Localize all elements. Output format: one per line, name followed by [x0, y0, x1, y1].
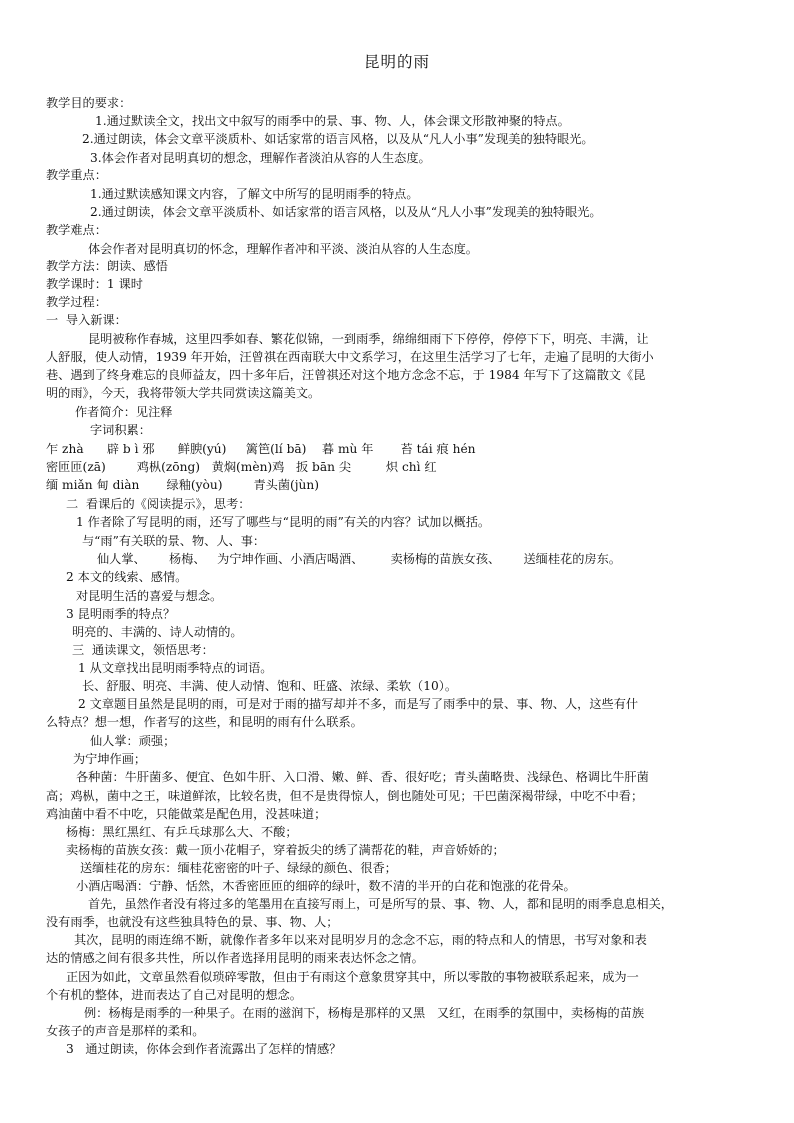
text-line: 体会作者对昆明真切的怀念，理解作者冲和平淡、淡泊从容的人生态度。	[88, 242, 478, 256]
text-line: 2.通过朗读，体会文章平淡质朴、如话家常的语言风格，以及从“凡人小事”发现美的独特眼光。	[82, 132, 594, 146]
text-line: 对昆明生活的喜爱与想念。	[76, 589, 223, 603]
text-line: 仙人掌、 杨梅、 为宁坤作画、小酒店喝酒、 卖杨梅的苗族女孩、 送缅桂花的房东。	[97, 552, 621, 566]
text-line: 长、舒服、明亮、丰满、使人动情、饱和、旺盛、浓绿、柔软（10）。	[82, 679, 458, 693]
text-line: 2 本文的线索、感情。	[66, 570, 188, 584]
text-line: 个有机的整体，进而表达了自己对昆明的想念。	[46, 988, 302, 1002]
text-line: 教学过程：	[46, 295, 107, 309]
text-line: 教学重点：	[46, 168, 107, 182]
text-line: 1.通过默读感知课文内容，了解文中所写的昆明雨季的特点。	[90, 187, 419, 201]
text-line: 么特点？想一想，作者写的这些，和昆明的雨有什么联系。	[46, 715, 363, 729]
text-line: 明的雨》，今天，我将带领大学共同赏读这篇美文。	[46, 386, 321, 400]
text-line: 卖杨梅的苗族女孩：戴一顶小花帽子，穿着扳尖的绣了满帮花的鞋，声音娇娇的；	[66, 843, 505, 857]
text-line: 各种菌：牛肝菌多、便宜、色如牛肝、入口滑、嫩、鲜、香、很好吃；青头菌略贵、浅绿色、格调比牛肝菌	[76, 770, 649, 784]
text-line: 教学课时：1 课时	[46, 277, 143, 291]
text-line: 密匝匝(zā) 鸡枞(zōng) 黄焖(mèn)鸡 扳 bān 尖 炽 chì 红	[46, 460, 437, 474]
text-line: 3 昆明雨季的特点？	[66, 607, 176, 621]
text-line: 1 作者除了写昆明的雨，还写了哪些与“昆明的雨”有关的内容？试加以概括。	[76, 515, 491, 529]
text-line: 1.通过默读全文，找出文中叙写的雨季中的景、事、物、人，体会课文形散神聚的特点。	[95, 114, 570, 128]
text-line: 为宁坤作画；	[73, 752, 147, 766]
text-line: 2 文章题目虽然是昆明的雨，可是对于雨的描写却并不多，而是写了雨季中的景、事、物、人，这些有什	[78, 697, 639, 711]
text-line: 达的情感之间有很多共性，所以作者选择用昆明的雨来表达怀念之情。	[46, 951, 424, 965]
text-line: 教学难点：	[46, 223, 107, 237]
text-line: 仙人掌：顽强；	[90, 734, 176, 748]
text-line: 一 导入新课：	[46, 313, 127, 327]
text-line: 教学目的要求：	[46, 96, 132, 110]
text-line: 乍 zhà 辟 b ì 邪 鲜腴(yú) 篱笆(lí bā) 暮 mù 年 苔 tái 痕 hén	[46, 442, 476, 456]
text-line: 与“雨”有关联的景、物、人、事：	[82, 534, 266, 548]
text-line: 女孩子的声音是那样的柔和。	[46, 1024, 205, 1038]
text-line: 巷、遇到了终身难忘的良师益友，四十多年后，汪曾祺还对这个地方念念不忘，于 1984 年写下了这篇散文《昆	[46, 368, 646, 382]
text-line: 2.通过朗读，体会文章平淡质朴、如话家常的语言风格，以及从“凡人小事”发现美的独特眼光。	[90, 205, 602, 219]
page-title: 昆明的雨	[363, 53, 430, 71]
text-line: 送缅桂花的房东：缅桂花密密的叶子、绿绿的颜色、很香；	[80, 861, 397, 875]
text-line: 人舒服，使人动情，1939 年开始，汪曾祺在西南联大中文系学习，在这里生活学习了七年，走遍了昆明的大街小	[46, 350, 654, 364]
text-line: 没有雨季，也就没有这些独具特色的景、事、物、人；	[46, 915, 339, 929]
text-line: 例：杨梅是雨季的一种果子。在雨的滋润下，杨梅是那样的又黑 又红，在雨季的氛围中，卖杨梅的苗族	[84, 1006, 645, 1020]
text-line: 教学方法：朗读、感悟	[46, 259, 168, 273]
text-line: 正因为如此，文章虽然看似琐碎零散，但由于有雨这个意象贯穿其中，所以零散的事物被联系起来，成为一	[66, 970, 639, 984]
text-line: 三 通读课文，领悟思考：	[72, 643, 214, 657]
text-line: 其次，昆明的雨连绵不断，就像作者多年以来对昆明岁月的念念不忘，雨的特点和人的情思，书写对象和表	[74, 933, 647, 947]
text-line: 小酒店喝酒：宁静、恬然，木香密匝匝的细碎的绿叶，数不清的半开的白花和饱涨的花骨朵。	[76, 879, 576, 893]
text-line: 3 通过朗读，你体会到作者流露出了怎样的情感？	[66, 1042, 342, 1056]
text-line: 杨梅：黑红黑红、有乒乓球那么大、不酸；	[66, 825, 298, 839]
text-line: 首先，虽然作者没有将过多的笔墨用在直接写雨上，可是所写的景、事、物、人，都和昆明的雨季息息相关，	[88, 897, 673, 911]
text-line: 作者简介：见注释	[75, 405, 173, 419]
text-line: 二 看课后的《阅读提示》，思考：	[66, 497, 251, 511]
text-line: 昆明被称作春城，这里四季如春、繁花似锦，一到雨季，绵绵细雨下下停停，停停下下，明亮、丰满，让	[88, 332, 649, 346]
text-line: 明亮的、丰满的、诗人动情的。	[72, 625, 243, 639]
text-line: 3.体会作者对昆明真切的想念，理解作者淡泊从容的人生态度。	[90, 151, 431, 165]
text-line: 字词积累：	[90, 423, 151, 437]
text-line: 鸡油菌中看不中吃，只能做菜是配色用，没甚味道；	[46, 807, 327, 821]
text-line: 高；鸡枞，菌中之王，味道鲜浓，比较名贵，但不是贵得惊人，倒也随处可见；干巴菌深褐带绿，中吃不中看；	[46, 789, 644, 803]
text-line: 1 从文章找出昆明雨季特点的词语。	[78, 661, 273, 675]
text-line: 缅 miǎn 甸 diàn 绿釉(yòu) 青头菌(jùn)	[46, 478, 319, 492]
